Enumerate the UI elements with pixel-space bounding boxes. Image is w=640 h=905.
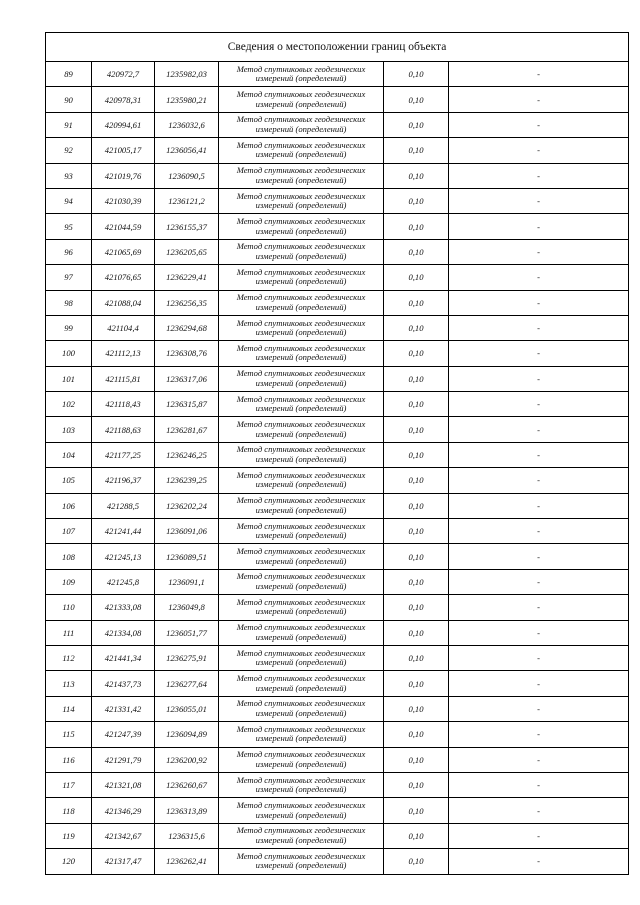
accuracy-cell: 0,10: [384, 671, 449, 696]
x-coordinate-cell: 421005,17: [92, 138, 155, 163]
accuracy-cell: 0,10: [384, 87, 449, 112]
method-cell: [219, 290, 384, 315]
x-coordinate-cell: 421247,39: [92, 722, 155, 747]
method-line-1: Метод спутниковых геодезических: [236, 241, 366, 252]
method-line-1: Метод спутниковых геодезических: [236, 266, 366, 277]
method-line-1: Метод спутниковых геодезических: [236, 749, 366, 760]
table-row: [46, 620, 629, 645]
point-number-cell: 106: [46, 493, 92, 518]
x-coordinate-cell: 420994,61: [92, 112, 155, 137]
method-line-2: измерений (определений): [255, 200, 347, 211]
method-cell: [219, 645, 384, 670]
table-row: [46, 645, 629, 670]
method-line-1: Метод спутниковых геодезических: [236, 419, 366, 430]
y-coordinate-cell: 1236313,89: [155, 798, 219, 823]
note-cell: -: [449, 696, 629, 721]
accuracy-cell: 0,10: [384, 468, 449, 493]
note-cell: -: [449, 163, 629, 188]
method-cell: [219, 315, 384, 340]
note-cell: -: [449, 722, 629, 747]
table-row: [46, 696, 629, 721]
x-coordinate-cell: 421188,63: [92, 417, 155, 442]
method-cell: [219, 112, 384, 137]
method-line-1: Метод спутниковых геодезических: [236, 774, 366, 785]
accuracy-cell: 0,10: [384, 849, 449, 874]
accuracy-cell: 0,10: [384, 798, 449, 823]
method-line-1: Метод спутниковых геодезических: [236, 723, 366, 734]
table-row: [46, 519, 629, 544]
point-number-cell: 120: [46, 849, 92, 874]
y-coordinate-cell: 1236205,65: [155, 239, 219, 264]
method-line-2: измерений (определений): [255, 377, 347, 388]
x-coordinate-cell: 421321,08: [92, 772, 155, 797]
accuracy-cell: 0,10: [384, 747, 449, 772]
method-line-1: Метод спутниковых геодезических: [236, 546, 366, 557]
method-line-2: измерений (определений): [255, 530, 347, 541]
method-line-1: Метод спутниковых геодезических: [236, 444, 366, 455]
y-coordinate-cell: 1236032,6: [155, 112, 219, 137]
x-coordinate-cell: 420972,7: [92, 62, 155, 87]
y-coordinate-cell: 1236056,41: [155, 138, 219, 163]
note-cell: -: [449, 417, 629, 442]
accuracy-cell: 0,10: [384, 341, 449, 366]
note-cell: -: [449, 315, 629, 340]
point-number-cell: 103: [46, 417, 92, 442]
method-line-2: измерений (определений): [255, 225, 347, 236]
accuracy-cell: 0,10: [384, 62, 449, 87]
method-line-1: Метод спутниковых геодезических: [236, 165, 366, 176]
method-cell: [219, 87, 384, 112]
method-cell: [219, 366, 384, 391]
accuracy-cell: 0,10: [384, 569, 449, 594]
table-row: [46, 442, 629, 467]
point-number-cell: 104: [46, 442, 92, 467]
x-coordinate-cell: 421115,81: [92, 366, 155, 391]
method-line-2: измерений (определений): [255, 73, 347, 84]
method-cell: [219, 569, 384, 594]
method-cell: [219, 468, 384, 493]
method-line-2: измерений (определений): [255, 352, 347, 363]
method-line-1: Метод спутниковых геодезических: [236, 622, 366, 633]
note-cell: -: [449, 341, 629, 366]
method-cell: [219, 722, 384, 747]
method-cell: [219, 138, 384, 163]
x-coordinate-cell: 421291,79: [92, 747, 155, 772]
y-coordinate-cell: 1236294,68: [155, 315, 219, 340]
method-line-2: измерений (определений): [255, 301, 347, 312]
point-number-cell: 105: [46, 468, 92, 493]
point-number-cell: 117: [46, 772, 92, 797]
y-coordinate-cell: 1236094,89: [155, 722, 219, 747]
point-number-cell: 96: [46, 239, 92, 264]
method-line-1: Метод спутниковых геодезических: [236, 139, 366, 150]
note-cell: -: [449, 519, 629, 544]
method-line-2: измерений (определений): [255, 733, 347, 744]
method-line-2: измерений (определений): [255, 784, 347, 795]
y-coordinate-cell: 1236281,67: [155, 417, 219, 442]
table-row: [46, 392, 629, 417]
point-number-cell: 90: [46, 87, 92, 112]
point-number-cell: 110: [46, 595, 92, 620]
accuracy-cell: 0,10: [384, 645, 449, 670]
point-number-cell: 91: [46, 112, 92, 137]
accuracy-cell: 0,10: [384, 239, 449, 264]
table-row: [46, 569, 629, 594]
point-number-cell: 109: [46, 569, 92, 594]
note-cell: -: [449, 188, 629, 213]
point-number-cell: 99: [46, 315, 92, 340]
note-cell: -: [449, 290, 629, 315]
method-cell: [219, 798, 384, 823]
method-line-1: Метод спутниковых геодезических: [236, 393, 366, 404]
accuracy-cell: 0,10: [384, 442, 449, 467]
method-cell: [219, 493, 384, 518]
point-number-cell: 116: [46, 747, 92, 772]
y-coordinate-cell: 1235982,03: [155, 62, 219, 87]
table-row: [46, 493, 629, 518]
method-line-1: Метод спутниковых геодезических: [236, 825, 366, 836]
table-row: [46, 671, 629, 696]
method-line-2: измерений (определений): [255, 479, 347, 490]
x-coordinate-cell: 421241,44: [92, 519, 155, 544]
accuracy-cell: 0,10: [384, 265, 449, 290]
method-line-2: измерений (определений): [255, 250, 347, 261]
note-cell: -: [449, 849, 629, 874]
method-cell: [219, 671, 384, 696]
table-row: [46, 214, 629, 239]
note-cell: -: [449, 468, 629, 493]
y-coordinate-cell: 1236155,37: [155, 214, 219, 239]
y-coordinate-cell: 1236200,92: [155, 747, 219, 772]
note-cell: -: [449, 747, 629, 772]
point-number-cell: 94: [46, 188, 92, 213]
y-coordinate-cell: 1236121,2: [155, 188, 219, 213]
y-coordinate-cell: 1236090,5: [155, 163, 219, 188]
y-coordinate-cell: 1236091,1: [155, 569, 219, 594]
y-coordinate-cell: 1236262,41: [155, 849, 219, 874]
method-line-2: измерений (определений): [255, 149, 347, 160]
method-line-1: Метод спутниковых геодезических: [236, 596, 366, 607]
accuracy-cell: 0,10: [384, 696, 449, 721]
point-number-cell: 95: [46, 214, 92, 239]
x-coordinate-cell: 421245,13: [92, 544, 155, 569]
x-coordinate-cell: 421334,08: [92, 620, 155, 645]
note-cell: -: [449, 62, 629, 87]
method-line-1: Метод спутниковых геодезических: [236, 672, 366, 683]
y-coordinate-cell: 1236315,6: [155, 823, 219, 848]
note-cell: -: [449, 798, 629, 823]
table-row: [46, 722, 629, 747]
note-cell: -: [449, 595, 629, 620]
accuracy-cell: 0,10: [384, 138, 449, 163]
method-line-1: Метод спутниковых геодезических: [236, 342, 366, 353]
method-cell: [219, 417, 384, 442]
method-line-2: измерений (определений): [255, 707, 347, 718]
x-coordinate-cell: 420978,31: [92, 87, 155, 112]
x-coordinate-cell: 421245,8: [92, 569, 155, 594]
method-line-2: измерений (определений): [255, 276, 347, 287]
accuracy-cell: 0,10: [384, 315, 449, 340]
point-number-cell: 111: [46, 620, 92, 645]
point-number-cell: 93: [46, 163, 92, 188]
x-coordinate-cell: 421065,69: [92, 239, 155, 264]
point-number-cell: 92: [46, 138, 92, 163]
accuracy-cell: 0,10: [384, 392, 449, 417]
table-row: [46, 772, 629, 797]
point-number-cell: 89: [46, 62, 92, 87]
method-line-1: Метод спутниковых геодезических: [236, 114, 366, 125]
x-coordinate-cell: 421331,42: [92, 696, 155, 721]
x-coordinate-cell: 421104,4: [92, 315, 155, 340]
y-coordinate-cell: 1236277,64: [155, 671, 219, 696]
table-row: [46, 417, 629, 442]
y-coordinate-cell: 1236229,41: [155, 265, 219, 290]
method-line-2: измерений (определений): [255, 682, 347, 693]
note-cell: -: [449, 87, 629, 112]
method-cell: [219, 823, 384, 848]
x-coordinate-cell: 421333,08: [92, 595, 155, 620]
accuracy-cell: 0,10: [384, 519, 449, 544]
table-row: [46, 62, 629, 87]
table-row: [46, 112, 629, 137]
method-cell: [219, 544, 384, 569]
method-cell: [219, 772, 384, 797]
accuracy-cell: 0,10: [384, 620, 449, 645]
note-cell: -: [449, 112, 629, 137]
method-line-1: Метод спутниковых геодезических: [236, 190, 366, 201]
accuracy-cell: 0,10: [384, 163, 449, 188]
method-cell: [219, 265, 384, 290]
method-line-2: измерений (определений): [255, 98, 347, 109]
x-coordinate-cell: 421019,76: [92, 163, 155, 188]
table-row: [46, 163, 629, 188]
x-coordinate-cell: 421118,43: [92, 392, 155, 417]
method-cell: [219, 188, 384, 213]
note-cell: -: [449, 544, 629, 569]
x-coordinate-cell: 421030,39: [92, 188, 155, 213]
y-coordinate-cell: 1236246,25: [155, 442, 219, 467]
coordinates-table: [45, 32, 629, 875]
table-row: [46, 366, 629, 391]
y-coordinate-cell: 1236315,87: [155, 392, 219, 417]
point-number-cell: 114: [46, 696, 92, 721]
accuracy-cell: 0,10: [384, 366, 449, 391]
x-coordinate-cell: 421437,73: [92, 671, 155, 696]
y-coordinate-cell: 1236239,25: [155, 468, 219, 493]
point-number-cell: 119: [46, 823, 92, 848]
note-cell: -: [449, 138, 629, 163]
method-line-1: Метод спутниковых геодезических: [236, 368, 366, 379]
y-coordinate-cell: 1236275,91: [155, 645, 219, 670]
method-line-2: измерений (определений): [255, 403, 347, 414]
method-line-1: Метод спутниковых геодезических: [236, 469, 366, 480]
method-line-2: измерений (определений): [255, 174, 347, 185]
y-coordinate-cell: 1236051,77: [155, 620, 219, 645]
note-cell: -: [449, 392, 629, 417]
method-line-1: Метод спутниковых геодезических: [236, 88, 366, 99]
table-row: [46, 849, 629, 874]
x-coordinate-cell: 421088,04: [92, 290, 155, 315]
note-cell: -: [449, 442, 629, 467]
y-coordinate-cell: 1236317,06: [155, 366, 219, 391]
note-cell: -: [449, 239, 629, 264]
point-number-cell: 118: [46, 798, 92, 823]
x-coordinate-cell: 421288,5: [92, 493, 155, 518]
method-cell: [219, 392, 384, 417]
point-number-cell: 102: [46, 392, 92, 417]
y-coordinate-cell: 1236091,06: [155, 519, 219, 544]
table-row: [46, 239, 629, 264]
boundary-coordinates-sheet: [45, 32, 628, 875]
accuracy-cell: 0,10: [384, 772, 449, 797]
y-coordinate-cell: 1236202,24: [155, 493, 219, 518]
method-cell: [219, 239, 384, 264]
table-row: [46, 595, 629, 620]
method-line-2: измерений (определений): [255, 555, 347, 566]
x-coordinate-cell: 421346,29: [92, 798, 155, 823]
method-line-1: Метод спутниковых геодезических: [236, 495, 366, 506]
method-line-2: измерений (определений): [255, 809, 347, 820]
point-number-cell: 107: [46, 519, 92, 544]
note-cell: -: [449, 265, 629, 290]
point-number-cell: 101: [46, 366, 92, 391]
method-line-2: измерений (определений): [255, 860, 347, 871]
point-number-cell: 98: [46, 290, 92, 315]
x-coordinate-cell: 421196,37: [92, 468, 155, 493]
table-row: [46, 138, 629, 163]
accuracy-cell: 0,10: [384, 823, 449, 848]
method-line-2: измерений (определений): [255, 428, 347, 439]
method-line-2: измерений (определений): [255, 581, 347, 591]
table-row: [46, 544, 629, 569]
note-cell: -: [449, 671, 629, 696]
method-line-1: Метод спутниковых геодезических: [236, 647, 366, 658]
y-coordinate-cell: 1236308,76: [155, 341, 219, 366]
table-row: [46, 747, 629, 772]
note-cell: -: [449, 493, 629, 518]
accuracy-cell: 0,10: [384, 112, 449, 137]
method-cell: [219, 442, 384, 467]
method-cell: [219, 62, 384, 87]
method-line-1: Метод спутниковых геодезических: [236, 63, 366, 74]
table-row: [46, 341, 629, 366]
method-line-2: измерений (определений): [255, 123, 347, 134]
method-cell: [219, 214, 384, 239]
method-line-1: Метод спутниковых геодезических: [236, 292, 366, 303]
x-coordinate-cell: 421441,34: [92, 645, 155, 670]
note-cell: -: [449, 366, 629, 391]
accuracy-cell: 0,10: [384, 188, 449, 213]
method-line-1: Метод спутниковых геодезических: [236, 571, 366, 582]
note-cell: -: [449, 645, 629, 670]
table-row: [46, 798, 629, 823]
accuracy-cell: 0,10: [384, 544, 449, 569]
point-number-cell: 115: [46, 722, 92, 747]
y-coordinate-cell: 1236256,35: [155, 290, 219, 315]
method-line-2: измерений (определений): [255, 454, 347, 465]
point-number-cell: 100: [46, 341, 92, 366]
x-coordinate-cell: 421317,47: [92, 849, 155, 874]
accuracy-cell: 0,10: [384, 493, 449, 518]
method-cell: [219, 696, 384, 721]
x-coordinate-cell: 421342,67: [92, 823, 155, 848]
method-line-1: Метод спутниковых геодезических: [236, 698, 366, 709]
x-coordinate-cell: 421177,25: [92, 442, 155, 467]
table-title: Сведения о местоположении границ объекта: [46, 33, 629, 62]
accuracy-cell: 0,10: [384, 290, 449, 315]
method-cell: [219, 163, 384, 188]
method-line-1: Метод спутниковых геодезических: [236, 799, 366, 810]
x-coordinate-cell: 421044,59: [92, 214, 155, 239]
note-cell: -: [449, 569, 629, 594]
method-line-1: Метод спутниковых геодезических: [236, 215, 366, 226]
accuracy-cell: 0,10: [384, 214, 449, 239]
method-line-2: измерений (определений): [255, 631, 347, 642]
method-cell: [219, 341, 384, 366]
method-line-2: измерений (определений): [255, 327, 347, 338]
point-number-cell: 108: [46, 544, 92, 569]
table-row: [46, 188, 629, 213]
accuracy-cell: 0,10: [384, 722, 449, 747]
method-cell: [219, 849, 384, 874]
x-coordinate-cell: 421076,65: [92, 265, 155, 290]
table-row: [46, 87, 629, 112]
method-line-1: Метод спутниковых геодезических: [236, 520, 366, 531]
point-number-cell: 97: [46, 265, 92, 290]
y-coordinate-cell: 1236089,51: [155, 544, 219, 569]
method-cell: [219, 595, 384, 620]
table-row: [46, 823, 629, 848]
y-coordinate-cell: 1236055,01: [155, 696, 219, 721]
table-row: [46, 468, 629, 493]
accuracy-cell: 0,10: [384, 417, 449, 442]
method-cell: [219, 747, 384, 772]
y-coordinate-cell: 1235980,21: [155, 87, 219, 112]
method-cell: [219, 519, 384, 544]
note-cell: -: [449, 214, 629, 239]
method-cell: [219, 620, 384, 645]
y-coordinate-cell: 1236260,67: [155, 772, 219, 797]
method-line-2: измерений (определений): [255, 504, 347, 515]
method-line-1: Метод спутниковых геодезических: [236, 850, 366, 861]
table-row: [46, 315, 629, 340]
point-number-cell: 113: [46, 671, 92, 696]
method-line-2: измерений (определений): [255, 657, 347, 668]
note-cell: -: [449, 620, 629, 645]
x-coordinate-cell: 421112,13: [92, 341, 155, 366]
note-cell: -: [449, 772, 629, 797]
point-number-cell: 112: [46, 645, 92, 670]
method-line-2: измерений (определений): [255, 606, 347, 617]
accuracy-cell: 0,10: [384, 595, 449, 620]
method-line-2: измерений (определений): [255, 758, 347, 769]
method-line-2: измерений (определений): [255, 834, 347, 845]
note-cell: -: [449, 823, 629, 848]
method-line-1: Метод спутниковых геодезических: [236, 317, 366, 328]
table-row: [46, 265, 629, 290]
table-row: [46, 290, 629, 315]
y-coordinate-cell: 1236049,8: [155, 595, 219, 620]
